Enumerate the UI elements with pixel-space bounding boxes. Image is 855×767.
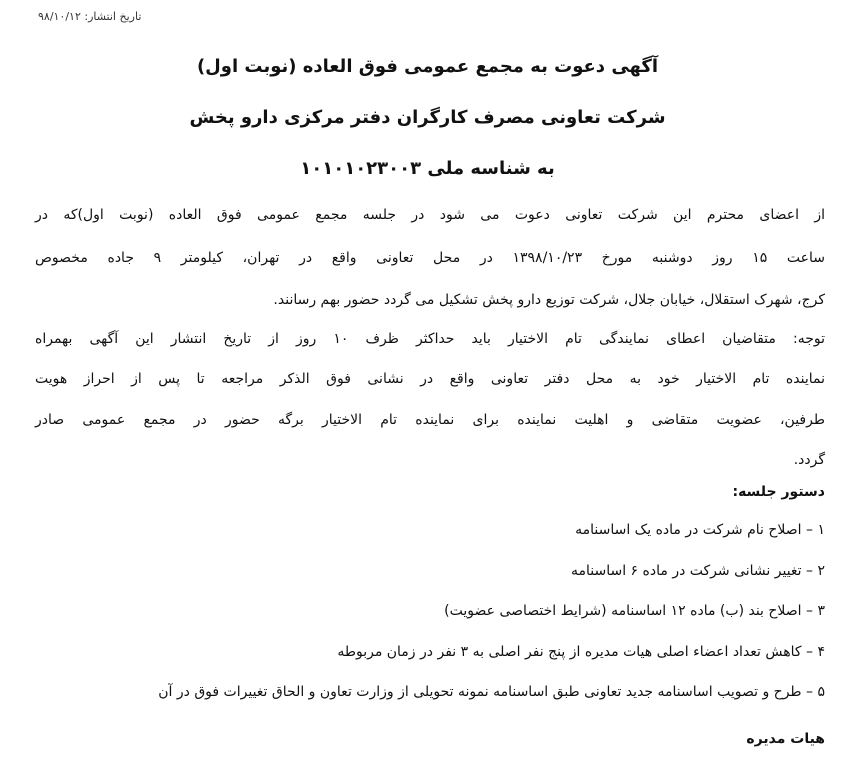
agenda-item: ۲ – تغییر نشانی شرکت در ماده ۶ اساسنامه	[570, 563, 825, 579]
publish-date: تاریخ انتشار: ۹۸/۱۰/۱۲	[38, 10, 142, 23]
agenda-heading: دستور جلسه:	[732, 484, 825, 500]
invitation-line: از اعضای محترم این شرکت تعاونی دعوت می شود در جلسه مجمع عمومی فوق العاده (نوبت اول)که در	[35, 207, 825, 223]
agenda-item: ۴ – کاهش تعداد اعضاء اصلی هیات مدیره از پنج نفر اصلی به ۳ نفر در زمان مربوطه	[337, 644, 825, 660]
note-line: توجه: متقاضیان اعطای نمایندگی تام الاختیار باید حداکثر ظرف ۱۰ روز از تاریخ انتشار این آگهی بهمراه	[35, 331, 825, 347]
announcement-title: آگهی دعوت به مجمع عمومی فوق العاده (نوبت اول)	[196, 56, 659, 77]
signature: هیات مدیره	[746, 731, 825, 747]
note-line: نماینده تام الاختیار خود به محل دفتر تعاونی واقع در نشانی فوق الذکر مراجعه تا پس از احراز هویت	[35, 371, 825, 387]
company-name: شرکت تعاونی مصرف کارگران دفتر مرکزی دارو پخش	[189, 107, 666, 128]
invitation-line: کرج، شهرک استقلال، خیابان جلال، شرکت توزیع دارو پخش تشکیل می گردد حضور بهم رسانند.	[273, 292, 825, 308]
agenda-item: ۵ – طرح و تصویب اساسنامه جدید تعاونی طبق اساسنامه نمونه تحویلی از وزارت تعاون و الحاق تغییرات فوق در آن	[158, 684, 825, 700]
invitation-line: ساعت ۱۵ روز دوشنبه مورخ ۱۳۹۸/۱۰/۲۳ در محل تعاونی واقع در تهران، کیلومتر ۹ جاده مخصوص	[35, 250, 825, 266]
agenda-item: ۱ – اصلاح نام شرکت در ماده یک اساسنامه	[575, 522, 825, 538]
agenda-item: ۳ – اصلاح بند (ب) ماده ۱۲ اساسنامه (شرایط اختصاصی عضویت)	[444, 603, 825, 619]
national-id: به شناسه ملی ۱۰۱۰۱۰۲۳۰۰۳	[300, 158, 555, 179]
note-line: طرفین، عضویت متقاضی و اهلیت نماینده برای نماینده تام الاختیار برگه حضور در مجمع عمومی صادر	[35, 412, 825, 428]
note-line: گردد.	[793, 452, 825, 468]
